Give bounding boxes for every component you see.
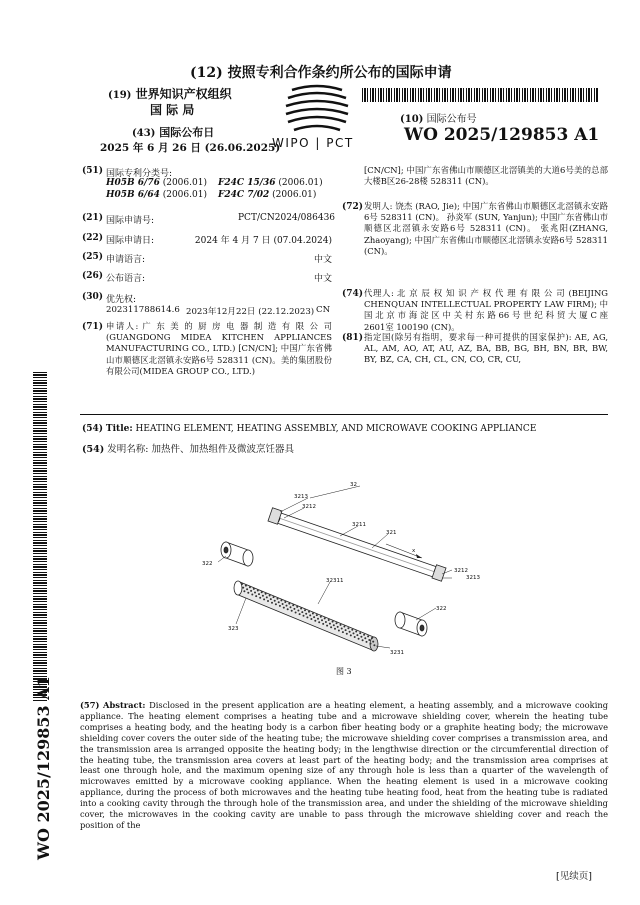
- publang-label: 公布语言:: [106, 274, 146, 284]
- divider: [80, 414, 608, 415]
- wipo-emblem-icon: [262, 84, 372, 136]
- heating-assembly-drawing: [190, 478, 510, 678]
- pubdate-label: 国际公布日: [159, 126, 215, 139]
- prio-num: (30): [82, 292, 104, 302]
- lang-value: 中文: [313, 255, 332, 265]
- figure-caption: 图 3: [336, 667, 352, 676]
- side-barcode: [33, 372, 47, 702]
- fig-label: 321: [386, 530, 397, 536]
- pubno-num: (10): [400, 114, 424, 125]
- pubno-label: 国际公布号: [426, 114, 477, 125]
- abstract: (57) Abstract: Disclosed in the present application are a heating element, a heating assembly, and a microwave cooking appliance. The heating element comprises a heating tube and a microwave shielding cover, wherein the heating tube comprises a heating body, and the heating body is a carbon fiber heating body or a graphite heating body; the microwave shielding cover covers the outer side of the heating tube; the microwave shielding cover comprises a transmission area, and the transmission area is arranged opposite the heating body; in the lengthwise direction or the circumferential direction of the heating tube, the transmission area covers at least part of the heating body; and the transmission area comprises at least one through hole, and the maximum opening size of any through hole is less than a quarter of the wavelength of microwaves emitted by a microwave cooking appliance. When the heating element is used in a microwave cooking appliance, during the process of both microwaves and the heating tube heating food, heat from the heating tube is radiated into a cooking cavity through the through hole of the transmission area, and under the shielding of the microwave shielding cover, the microwaves in the cooking cavity are unable to pass through the microwave shielding cover and reach the position of the: [80, 700, 609, 830]
- pubno-value: WO 2025/129853 A1: [404, 125, 600, 145]
- prio-cc: CN: [316, 305, 331, 315]
- ipc-num: (51): [82, 166, 104, 176]
- appdate-label: 国际申请日:: [106, 236, 155, 246]
- ipc-item: F24C 15/36 (2006.01): [218, 178, 323, 188]
- fig-label: 322: [202, 561, 213, 567]
- inventor-text: 发明人: 饶杰 (RAO, Jie); 中国广东省佛山市顺德区北滘镇永安路6号 528311 (CN)。 孙炎军 (SUN, Yanjun); 中国广东省佛山市顺德区北滘镇永安路6号 528311 (CN)。 张兆阳(ZHANG, Zhaoyang); 中国广东省佛山市顺德区北滘镇永安路6号 528311 (CN)。: [364, 201, 608, 256]
- states-num: (81): [342, 333, 364, 343]
- prio-label: 优先权:: [106, 295, 137, 305]
- fig-label: 3213: [294, 494, 308, 500]
- fig-label: 3213: [466, 575, 480, 581]
- fig-label: 3211: [352, 522, 366, 528]
- org-block: [108, 85, 232, 102]
- prio-no: 202311788614.6: [106, 305, 180, 315]
- pubdate-block: [132, 124, 214, 140]
- fig-label: 322: [436, 606, 447, 612]
- doc-type-title: 按照专利合作条约所公布的国际申请: [227, 65, 452, 81]
- appno-value: PCT/CN2024/086436: [238, 213, 336, 223]
- lang-label: 申请语言:: [106, 255, 146, 265]
- appdate-num: (22): [82, 233, 104, 243]
- appno-num: (21): [82, 213, 104, 223]
- fig-label: 323: [228, 626, 239, 632]
- publang-value: 中文: [313, 274, 332, 284]
- pubdate-value: 2025 年 6 月 26 日 (26.06.2025): [100, 142, 281, 154]
- inventor-num: (72): [342, 202, 364, 212]
- appdate-value: 2024 年 4 月 7 日 (07.04.2024): [194, 236, 332, 246]
- title-cn: (54) 发明名称: 加热件、加热组件及微波烹饪器具: [82, 444, 294, 455]
- prio-date: 2023年12月22日 (22.12.2023): [186, 307, 315, 317]
- barcode: [362, 88, 598, 102]
- doc-type-num: (12): [190, 65, 223, 81]
- shielding-cover: [236, 582, 376, 650]
- ipc-label: 国际专利分类号:: [106, 169, 173, 179]
- continued-note: [见续页]: [556, 871, 592, 882]
- figure: [190, 478, 510, 678]
- agent-text: 代理人: 北 京 辰 权 知 识 产 权 代 理 有 限 公 司 (BEIJING CHENQUAN INTELLECTUAL PROPERTY LAW FIRM); 中 国 北 京 市 海 淀 区 中 关 村 东 路 66 号 世 纪 科 贸 大 厦 C 座 2601室 100190 (CN)。: [364, 288, 608, 332]
- fig-label: x: [412, 548, 416, 554]
- ipc-item: H05B 6/64 (2006.01): [106, 190, 207, 200]
- ipc-item: H05B 6/76 (2006.01): [106, 178, 207, 188]
- ipc-item: F24C 7/02 (2006.01): [218, 190, 317, 200]
- agent-num: (74): [342, 289, 364, 299]
- applicant-num: (71): [82, 322, 104, 332]
- fig-label: 32311: [326, 578, 344, 584]
- applicant-text: 申请人: 广 东 美 的 厨 房 电 器 制 造 有 限 公 司(GUANGDONG MIDEA KITCHEN APPLIANCES MANUFACTURING CO., LTD.) [CN/CN]; 中国广东省佛山市顺德区北滘镇永安路6号 528311 (CN)。美的集团股份有限公司(MIDEA GROUP CO., LTD.): [106, 321, 332, 376]
- fig-label: 3212: [454, 568, 468, 574]
- fig-label: 32: [350, 482, 357, 488]
- publang-num: (26): [82, 271, 104, 281]
- wipo-logo-text: WIPO | PCT: [272, 136, 354, 150]
- org-name: 世界知识产权组织: [135, 87, 232, 101]
- doc-type: [190, 62, 452, 82]
- fig-label: 3212: [302, 504, 316, 510]
- pubdate-num: (43): [132, 128, 156, 139]
- applicant-continued: [CN/CN]; 中国广东省佛山市顺德区北滘镇美的大道6号美的总部大楼B区26-28楼 528311 (CN)。: [364, 165, 608, 187]
- lang-num: (25): [82, 252, 104, 262]
- abstract-text: Disclosed in the present application are a heating element, a heating assembly, and a microwave cooking appliance. The heating element comprises a heating tube and a microwave shielding cover, wherein the heating tube comprises a heating body, and the heating body is a carbon fiber heating body or a graphite heating body; the microwave shielding cover covers the outer side of the heating tube; the microwave shielding cover comprises a transmission area, and the transmission area is arranged opposite the heating body; in the lengthwise direction or the circumferential direction of the heating tube, the transmission area covers at least part of the heating body; and the transmission area comprises at least one through hole, and the maximum opening size of any through hole is less than a quarter of the wavelength of microwaves emitted by a microwave cooking appliance. When the heating element is used in a microwave cooking appliance, during the process of both microwaves and the heating tube heating food, heat from the heating tube is radiated into a cooking cavity through the through hole of the transmission area, and under the shielding of the microwave shielding cover, the microwaves in the cooking cavity are unable to pass through the microwave shielding cover and reach the position of the: [80, 700, 609, 830]
- wipo-logo: [262, 84, 372, 154]
- appno-label: 国际申请号:: [106, 216, 155, 226]
- side-pub-number: WO 2025/129853 A1: [34, 676, 53, 860]
- fig-label: 3231: [390, 650, 404, 656]
- pubno-block: [400, 110, 477, 125]
- org-sub: 国 际 局: [150, 103, 195, 117]
- title-en: (54) Title: HEATING ELEMENT, HEATING ASSEMBLY, AND MICROWAVE COOKING APPLIANCE: [82, 424, 537, 434]
- states-text: 指定国(除另有指明，要求每一种可提供的国家保护): AE, AG, AL, AM, AO, AT, AU, AZ, BA, BB, BG, BH, BN, BR, BW, BY, BZ, CA, CH, CL, CN, CO, CR, CU,: [364, 332, 608, 365]
- org-num: (19): [108, 90, 132, 101]
